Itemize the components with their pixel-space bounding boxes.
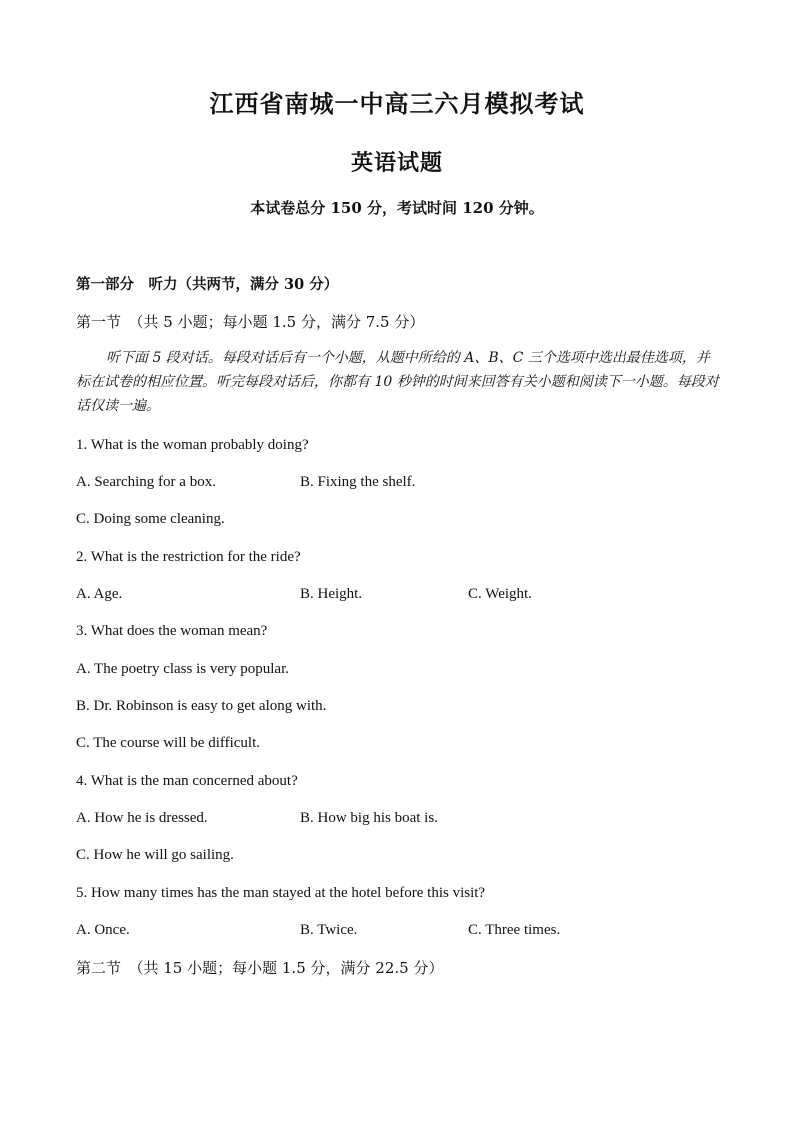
question-3: 3. What does the woman mean? <box>76 623 268 639</box>
question-4: 4. What is the man concerned about? <box>76 773 298 789</box>
q2-option-a: A. Age. <box>76 586 123 602</box>
question-1: 1. What is the woman probably doing? <box>76 437 309 453</box>
q2-option-b: B. Height. <box>300 586 363 602</box>
q4-option-c: C. How he will go sailing. <box>76 847 234 863</box>
section2-heading: 第二节 （共 15 小题；每小题 1.5 分，满分 22.5 分） <box>76 959 444 977</box>
q1-option-b: B. Fixing the shelf. <box>300 474 416 490</box>
part1-heading: 第一部分 听力（共两节，满分 30 分） <box>76 276 339 293</box>
exam-title: 江西省南城一中高三六月模拟考试 <box>209 89 585 118</box>
q4-option-b: B. How big his boat is. <box>300 810 438 826</box>
exam-info: 本试卷总分 150 分，考试时间 120 分钟。 <box>250 199 544 217</box>
q2-option-c: C. Weight. <box>468 586 532 602</box>
question-2: 2. What is the restriction for the ride? <box>76 549 301 565</box>
q3-option-b: B. Dr. Robinson is easy to get along with. <box>76 698 327 714</box>
q4-option-a: A. How he is dressed. <box>76 810 208 826</box>
q5-option-a: A. Once. <box>76 922 130 938</box>
section1-instructions: 听下面 5 段对话。每段对话后有一个小题，从题中所给的 A、B、C 三个选项中选出最佳选项，并标在试卷的相应位置。听完每段对话后，你都有 10 秒钟的时间来回答有关小题和阅读下一小题。每段对话仅读一遍。 <box>76 350 719 414</box>
question-5: 5. How many times has the man stayed at the hotel before this visit? <box>76 885 486 901</box>
q1-option-a: A. Searching for a box. <box>76 474 216 490</box>
subject-title: 英语试题 <box>350 150 443 176</box>
section1-heading: 第一节 （共 5 小题；每小题 1.5 分，满分 7.5 分） <box>76 313 425 331</box>
q3-option-c: C. The course will be difficult. <box>76 735 260 751</box>
q5-option-c: C. Three times. <box>468 922 561 938</box>
q3-option-a: A. The poetry class is very popular. <box>76 661 290 677</box>
q5-option-b: B. Twice. <box>300 922 358 938</box>
q1-option-c: C. Doing some cleaning. <box>76 511 225 527</box>
